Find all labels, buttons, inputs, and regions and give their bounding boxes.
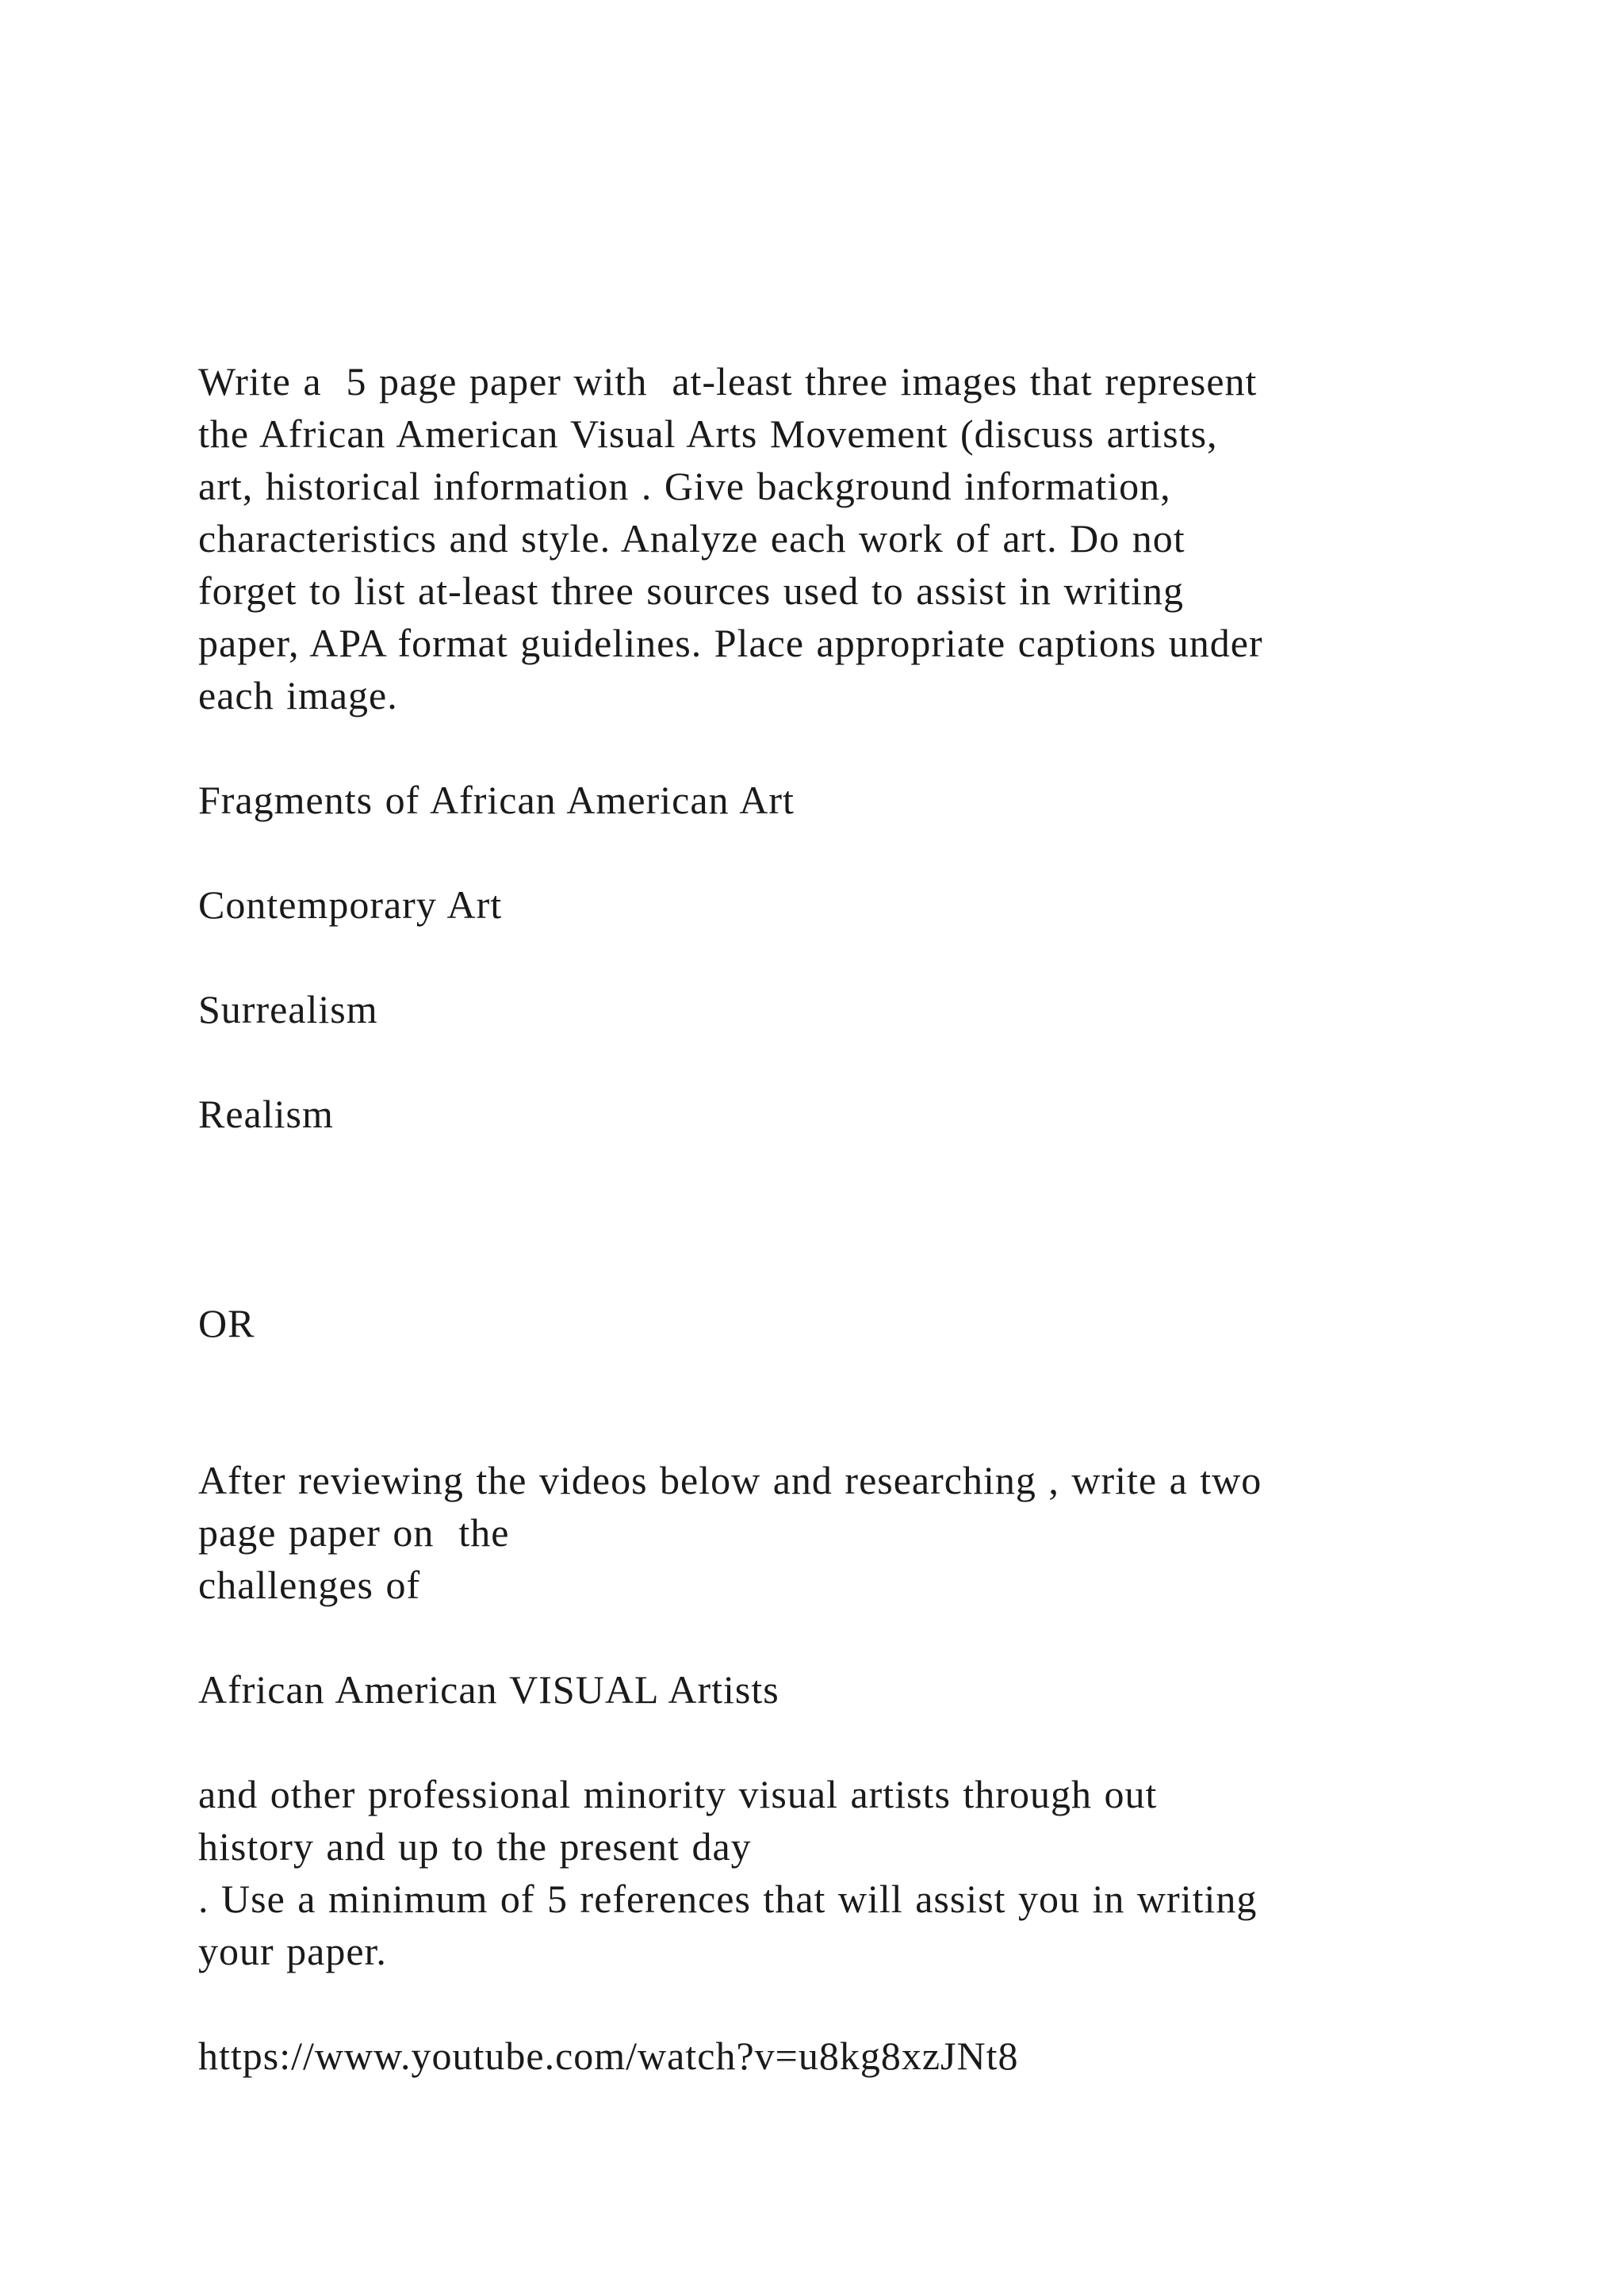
topic-surrealism: Surrealism [198, 987, 378, 1031]
paragraph-3-line-3: . Use a minimum of 5 references that will assist you in writing [198, 1877, 1258, 1921]
topic-realism: Realism [198, 1092, 334, 1136]
paragraph-2-line-2: page paper on the [198, 1510, 510, 1555]
paragraph-1-line-2: the African American Visual Arts Movement (discuss artists, [198, 411, 1218, 456]
topic-fragments: Fragments of African American Art [198, 778, 795, 822]
paragraph-2-line-1: After reviewing the videos below and researching , write a two [198, 1458, 1262, 1502]
topic-contemporary-art: Contemporary Art [198, 882, 503, 927]
paragraph-1-line-3: art, historical information . Give background information, [198, 464, 1171, 508]
or-label: OR [198, 1301, 255, 1345]
paragraph-3-line-4: your paper. [198, 1929, 387, 1973]
paragraph-1-line-6: paper, APA format guidelines. Place appropriate captions under [198, 621, 1263, 665]
emphasis-line: African American VISUAL Artists [198, 1667, 779, 1712]
paragraph-2-line-3: challenges of [198, 1563, 421, 1607]
paragraph-1-line-5: forget to list at-least three sources used to assist in writing [198, 568, 1184, 613]
video-link[interactable]: https://www.youtube.com/watch?v=u8kg8xzJNt8 [198, 2034, 1019, 2078]
paragraph-3-line-2: history and up to the present day [198, 1824, 752, 1869]
paragraph-1-line-1: Write a 5 page paper with at-least three images that represent [198, 359, 1258, 404]
paragraph-3-line-1: and other professional minority visual artists through out [198, 1772, 1158, 1816]
paragraph-1-line-7: each image. [198, 673, 398, 718]
paragraph-1-line-4: characteristics and style. Analyze each work of art. Do not [198, 516, 1185, 561]
